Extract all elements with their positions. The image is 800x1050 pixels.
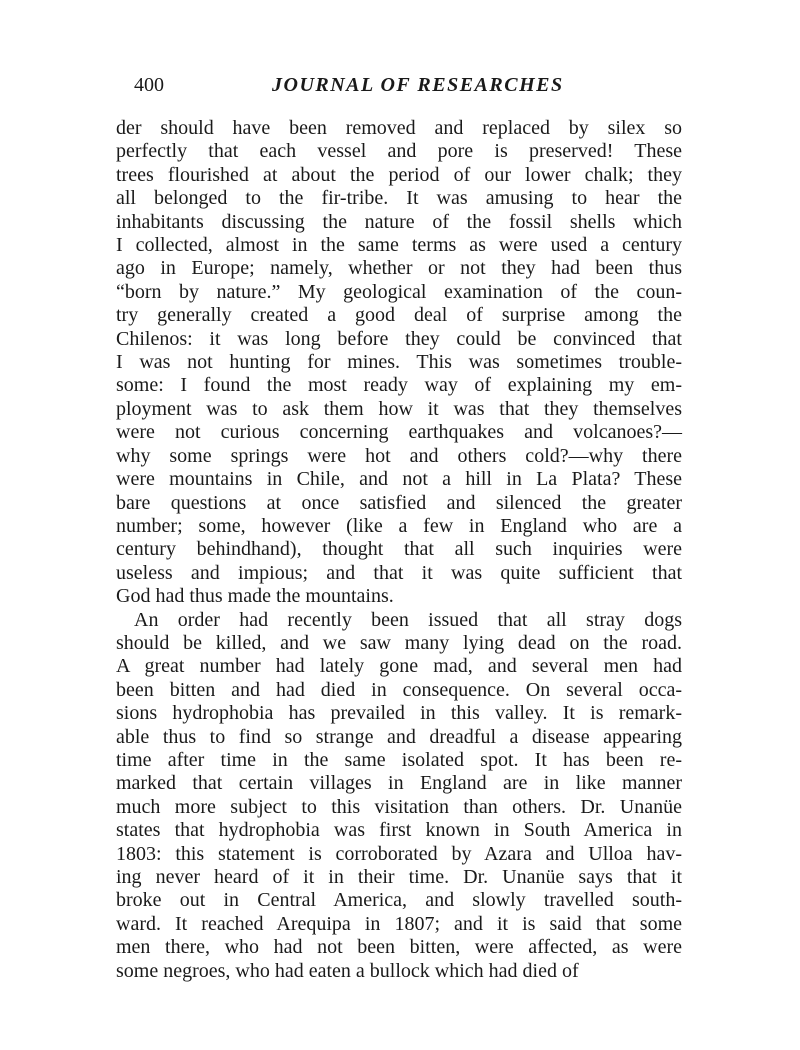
text-line: try generally created a good deal of surprise among the <box>116 304 682 327</box>
text-line: perfectly that each vessel and pore is preserved! These <box>116 140 682 163</box>
text-line: God had thus made the mountains. <box>116 585 394 608</box>
text-line: number; some, however (like a few in England who are a <box>116 514 682 537</box>
text-line: been bitten and had died in consequence. On several occa- <box>116 678 682 701</box>
text-line: 1803: this statement is corroborated by Azara and Ulloa hav- <box>116 842 682 865</box>
text-line: A great number had lately gone mad, and several men had <box>116 655 682 678</box>
paragraph <box>116 609 682 984</box>
text-line: much more subject to this visitation than others. Dr. Unanüe <box>116 795 682 818</box>
text-line: ployment was to ask them how it was that they themselves <box>116 397 682 420</box>
text-line: I was not hunting for mines. This was sometimes trouble- <box>116 351 682 374</box>
text-line: some: I found the most ready way of explaining my em- <box>116 374 682 397</box>
text-line: men there, who had not been bitten, were affected, as were <box>116 936 682 959</box>
text-line: ing never heard of it in their time. Dr. Unanüe says that it <box>116 866 682 888</box>
text-line: der should have been removed and replaced by silex so <box>116 117 682 139</box>
text-line: marked that certain villages in England are in like manner <box>116 772 682 795</box>
text-line: trees flourished at about the period of our lower chalk; they <box>116 163 682 186</box>
text-line: states that hydrophobia was first known in South America in <box>116 819 682 842</box>
text-line: some negroes, who had eaten a bullock which had died of <box>116 959 579 982</box>
text-line: should be killed, and we saw many lying dead on the road. <box>116 631 682 654</box>
text-line: An order had recently been issued that all stray dogs <box>134 608 682 631</box>
text-line: sions hydrophobia has prevailed in this valley. It is remark- <box>116 702 682 725</box>
text-line: Chilenos: it was long before they could be convinced that <box>116 327 682 350</box>
text-line: broke out in Central America, and slowly travelled south- <box>116 889 682 912</box>
text-line: why some springs were hot and others cold?—why there <box>116 444 682 467</box>
body-text <box>116 117 682 983</box>
text-line: “born by nature.” My geological examination of the coun- <box>116 280 682 303</box>
text-line: bare questions at once satisfied and silenced the greater <box>116 491 682 514</box>
text-line: were not curious concerning earthquakes and volcanoes?— <box>116 421 682 444</box>
text-line: I collected, almost in the same terms as were used a century <box>116 234 682 257</box>
page-number: 400 <box>134 74 164 96</box>
text-line: were mountains in Chile, and not a hill in La Plata? These <box>116 468 682 491</box>
running-head <box>134 74 674 104</box>
text-line: all belonged to the fir-tribe. It was amusing to hear the <box>116 187 682 210</box>
text-line: ago in Europe; namely, whether or not they had been thus <box>116 257 682 280</box>
text-line: century behindhand), thought that all such inquiries were <box>116 538 682 561</box>
paragraph <box>116 117 682 609</box>
text-line: useless and impious; and that it was quite sufficient that <box>116 561 682 584</box>
text-line: time after time in the same isolated spot. It has been re- <box>116 748 682 771</box>
journal-title: JOURNAL OF RESEARCHES <box>272 74 564 96</box>
text-line: inhabitants discussing the nature of the fossil shells which <box>116 210 682 233</box>
text-line: ward. It reached Arequipa in 1807; and it is said that some <box>116 912 682 935</box>
text-line: able thus to find so strange and dreadful a disease appearing <box>116 725 682 748</box>
